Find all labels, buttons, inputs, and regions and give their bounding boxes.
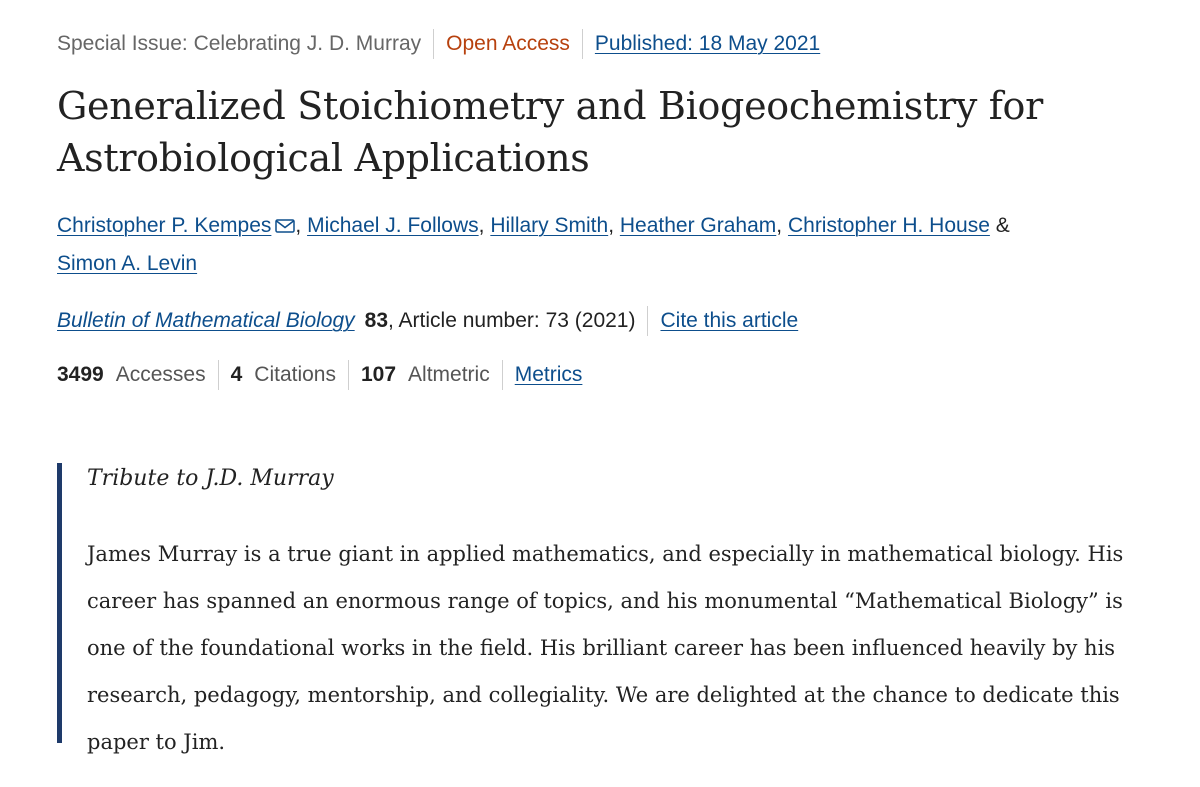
journal-info-row [57, 305, 798, 337]
accesses-count: 3499 [57, 363, 104, 386]
tribute-blockquote [57, 463, 1137, 754]
cite-article-link[interactable]: Cite this article [660, 309, 799, 332]
author-separator: , [295, 214, 302, 237]
divider [348, 360, 349, 390]
author-list [57, 208, 1157, 282]
divider [502, 360, 503, 390]
author-link[interactable]: Christopher H. House [787, 214, 990, 237]
divider [218, 360, 219, 390]
author-link[interactable]: Heather Graham [619, 214, 777, 237]
citations-label: Citations [254, 363, 336, 386]
citations-count: 4 [230, 363, 243, 386]
special-issue-label: Special Issue: Celebrating J. D. Murray [57, 32, 422, 55]
author-separator: , [608, 214, 615, 237]
author-link[interactable]: Hillary Smith [490, 214, 609, 237]
open-access-badge: Open Access [446, 32, 570, 55]
author-link[interactable]: Christopher P. Kempes [57, 214, 272, 237]
altmetric-label: Altmetric [408, 363, 490, 386]
mail-icon[interactable] [275, 210, 295, 246]
divider [647, 306, 648, 336]
metrics-link[interactable]: Metrics [514, 363, 583, 386]
accesses-label: Accesses [115, 363, 206, 386]
article-title: Generalized Stoichiometry and Biogeochemistry for Astrobiological Applications [57, 84, 1043, 180]
divider [433, 29, 434, 59]
author-separator: , [478, 214, 485, 237]
altmetric-count: 107 [360, 363, 397, 386]
tribute-heading: Tribute to J.D. Murray [87, 466, 334, 491]
published-date-link[interactable]: Published: 18 May 2021 [594, 32, 821, 55]
journal-volume: 83 [364, 309, 389, 332]
article-number: , Article number: 73 (2021) [388, 309, 636, 332]
author-ampersand: & [995, 214, 1010, 237]
journal-link[interactable]: Bulletin of Mathematical Biology [57, 309, 355, 332]
author-link[interactable]: Michael J. Follows [307, 214, 479, 237]
author-separator: , [776, 214, 783, 237]
divider [582, 29, 583, 59]
metrics-row [57, 359, 582, 391]
author-link[interactable]: Simon A. Levin [57, 252, 198, 275]
article-meta-row [57, 28, 820, 60]
tribute-body: James Murray is a true giant in applied mathematics, and especially in mathematical biology. His career has spanned an enormous range of topics, and his monumental “Mathematical Biology” is one of the foundational works in the field. His brilliant career has been influenced heavily by his research, pedagogy, mentorship, and collegiality. We are delighted at the chance to dedicate this paper to Jim. [87, 542, 1124, 754]
